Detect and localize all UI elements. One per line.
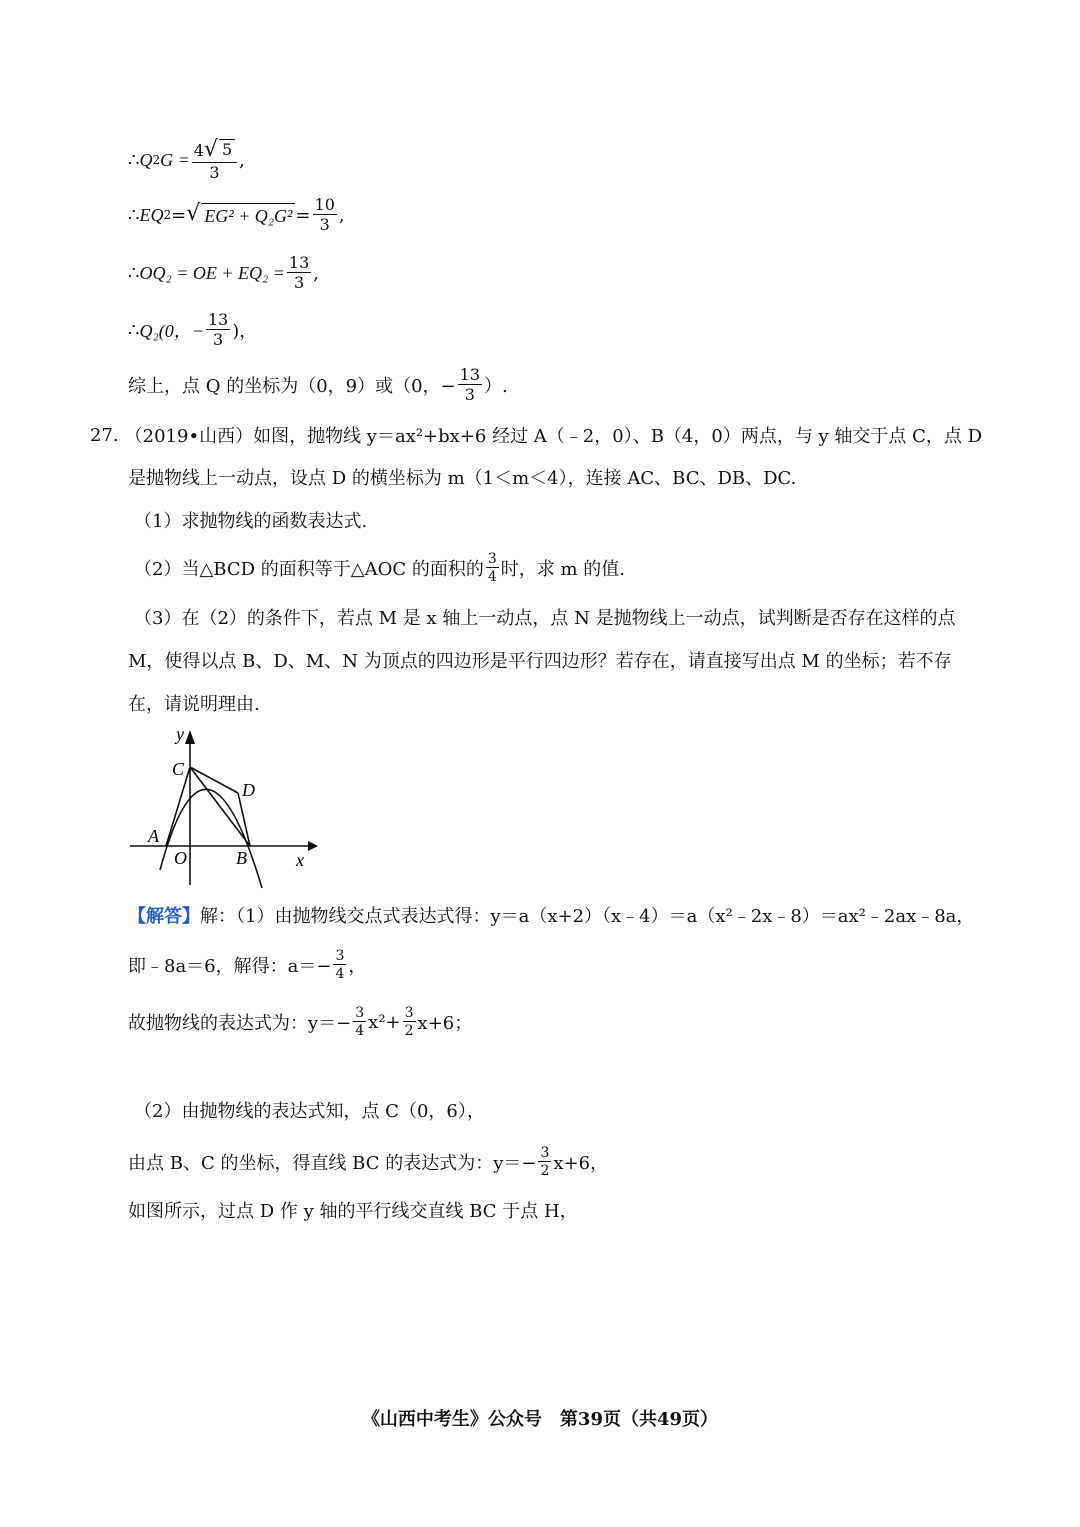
answer-tag: 【解答】 [128, 906, 200, 927]
label-b: B [236, 848, 247, 868]
fraction: $\frac{10}{3}$ [314, 195, 335, 234]
fraction: $\frac{13}{3}$ [207, 310, 229, 349]
label-x: x [296, 850, 304, 870]
answer-line3: 故抛物线的表达式为：y＝− $\frac{3}{4}$ x²+ $\frac{3}{2}$ x+6； [128, 1005, 473, 1039]
fraction: $\frac{13}{3}$ [459, 365, 480, 404]
problem-q2: （2）当△BCD 的面积等于△AOC 的面积的 $\frac{3}{4}$ 时，求 m 的值. [134, 551, 626, 585]
parabola-figure [120, 720, 320, 890]
x-axis-arrow [308, 841, 318, 851]
y-axis-arrow [185, 730, 195, 744]
problem-q1: （1）求抛物线的函数表达式. [134, 511, 368, 532]
page-footer: 《山西中考生》公众号 第39页（共49页） [361, 1409, 719, 1430]
fraction: $\frac{3}{2}$ [404, 1005, 414, 1039]
label-y: y [176, 724, 184, 744]
parabola-curve [160, 789, 262, 888]
answer-line1: 【解答】 解：（1）由抛物线交点式表达式得：y＝a（x+2）（x﹣4）＝a（x²﹣2x﹣8）＝ax²﹣2ax﹣8a， [128, 895, 974, 935]
problem-q3-line3: 在，请说明理由. [128, 694, 260, 715]
answer-line5: 由点 B、C 的坐标，得直线 BC 的表达式为：y＝− $\frac{3}{2}$ x+6， [128, 1145, 609, 1179]
solution-summary: 综上，点 Q 的坐标为（0，9）或（0，− $\frac{13}{3}$ ）. [128, 365, 508, 404]
fraction: $\frac{3}{4}$ [335, 948, 345, 982]
fraction: $\frac{3}{2}$ [540, 1145, 550, 1179]
problem-q3-line2: M，使得以点 B、D、M、N 为顶点的四边形是平行四边形？若存在，请直接写出点 M 的坐标；若不存 [128, 651, 952, 672]
solution-line-q2-point: ∴ Q₂(0，− $\frac{13}{3}$ )， [128, 310, 258, 349]
answer-line4: （2）由抛物线的表达式知，点 C（0，6）， [134, 1101, 485, 1122]
label-d: D [242, 780, 255, 800]
fraction: $\frac{3}{4}$ [487, 551, 497, 585]
fraction: $\frac{3}{4}$ [355, 1005, 365, 1039]
fraction: $\frac{13}{3}$ [288, 253, 310, 292]
answer-line2: 即﹣8a＝6，解得：a＝− $\frac{3}{4}$ ， [128, 948, 367, 982]
answer-line6: 如图所示，过点 D 作 y 轴的平行线交直线 BC 于点 H， [128, 1201, 578, 1222]
label-c: C [172, 759, 185, 779]
segment-dc [190, 767, 238, 793]
problem-27-line2: 是抛物线上一动点，设点 D 的横坐标为 m（1＜m＜4），连接 AC、BC、DB、DC. [128, 468, 797, 489]
problem-27-line1: 27. （2019•山西）如图，抛物线 y＝ax²+bx+6 经过 A（﹣2，0）、B（4，0）两点，与 y 轴交于点 C，点 D [90, 424, 983, 447]
solution-line-q2g: ∴ Q 2 G = 4 √ 5 3 , [128, 137, 245, 182]
label-a: A [148, 826, 159, 846]
label-o: O [174, 848, 187, 868]
solution-line-eq2: ∴ EQ 2 = √ EG² + Q₂G² = $\frac{10}{3}$ , [128, 195, 345, 234]
solution-line-oq2: ∴ OQ₂ = OE + EQ₂ = $\frac{13}{3}$ , [128, 253, 319, 292]
problem-q3-line1: （3）在（2）的条件下，若点 M 是 x 轴上一动点，点 N 是抛物线上一动点，试判断是否存在这样的点 [134, 608, 956, 629]
fraction: 4 √ 5 3 [192, 139, 237, 181]
